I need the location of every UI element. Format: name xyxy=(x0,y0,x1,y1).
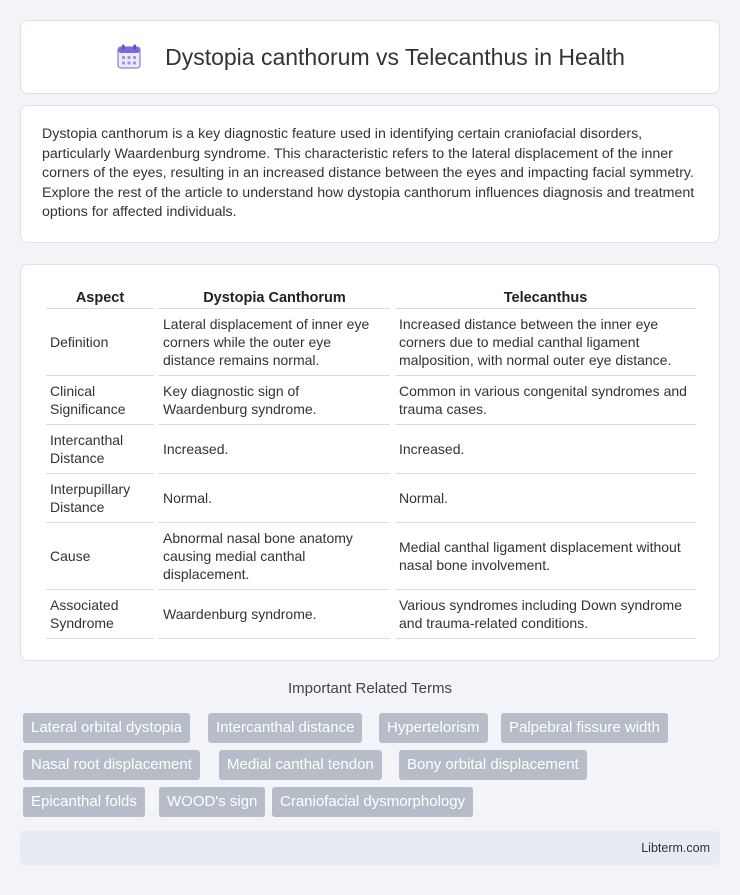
intro-paragraph: Dystopia canthorum is a key diagnostic feature used in identifying certain craniofacial disorders, particularly Waardenburg syndrome. This characteristic refers to the lateral displacement of the inner corners of the eyes, resulting in an increased distance between the eyes and impacting facial symmetry. Explore the rest of the article to understand how dystopia canthorum influences diagnosis and treatment options for affected individuals. xyxy=(42,126,695,220)
cell-dystopia: Key diagnostic sign of Waardenburg syndrome. xyxy=(159,376,390,425)
cell-aspect: Intercanthal Distance xyxy=(46,425,154,474)
tag-palpebral-fissure-width[interactable]: Palpebral fissure width xyxy=(501,713,668,743)
title-card xyxy=(20,20,720,94)
tag-medial-canthal-tendon[interactable]: Medial canthal tendon xyxy=(219,750,382,780)
table-row xyxy=(46,425,696,474)
footer-link[interactable]: Libterm.com xyxy=(641,841,710,855)
table-row xyxy=(46,309,696,376)
table-row xyxy=(46,590,696,639)
cell-telecanthus: Various syndromes including Down syndrome and trauma-related conditions. xyxy=(395,590,696,639)
cell-aspect: Associated Syndrome xyxy=(46,590,154,639)
table-row xyxy=(46,474,696,523)
tag-lateral-orbital-dystopia[interactable]: Lateral orbital dystopia xyxy=(23,713,190,743)
tag-woods-sign[interactable]: WOOD's sign xyxy=(159,787,265,817)
tag-intercanthal-distance[interactable]: Intercanthal distance xyxy=(208,713,362,743)
cell-telecanthus: Medial canthal ligament displacement without nasal bone involvement. xyxy=(395,523,696,590)
table-row xyxy=(46,376,696,425)
tag-hypertelorism[interactable]: Hypertelorism xyxy=(379,713,488,743)
table-header-row xyxy=(46,286,696,309)
intro-card xyxy=(20,105,720,243)
cell-dystopia: Lateral displacement of inner eye corners while the outer eye distance remains normal. xyxy=(159,309,390,376)
comparison-table xyxy=(41,286,701,639)
cell-aspect: Definition xyxy=(46,309,154,376)
tag-bony-orbital-displacement[interactable]: Bony orbital displacement xyxy=(399,750,587,780)
table-row xyxy=(46,523,696,590)
page-title: Dystopia canthorum vs Telecanthus in Health xyxy=(165,43,625,70)
cell-aspect: Clinical Significance xyxy=(46,376,154,425)
cell-dystopia: Abnormal nasal bone anatomy causing medial canthal displacement. xyxy=(159,523,390,590)
header-aspect: Aspect xyxy=(46,286,154,309)
cell-telecanthus: Increased distance between the inner eye corners due to medial canthal ligament malposition, with normal outer eye distance. xyxy=(395,309,696,376)
footer xyxy=(20,831,720,865)
comparison-card xyxy=(20,264,720,661)
calendar-icon xyxy=(115,43,143,71)
tag-nasal-root-displacement[interactable]: Nasal root displacement xyxy=(23,750,200,780)
tag-epicanthal-folds[interactable]: Epicanthal folds xyxy=(23,787,145,817)
cell-dystopia: Increased. xyxy=(159,425,390,474)
cell-telecanthus: Increased. xyxy=(395,425,696,474)
cell-telecanthus: Common in various congenital syndromes and trauma cases. xyxy=(395,376,696,425)
cell-telecanthus: Normal. xyxy=(395,474,696,523)
cell-aspect: Cause xyxy=(46,523,154,590)
tag-craniofacial-dysmorphology[interactable]: Craniofacial dysmorphology xyxy=(272,787,473,817)
cell-aspect: Interpupillary Distance xyxy=(46,474,154,523)
header-telecanthus: Telecanthus xyxy=(395,286,696,309)
cell-dystopia: Normal. xyxy=(159,474,390,523)
related-terms-title: Important Related Terms xyxy=(288,680,452,697)
header-dystopia: Dystopia Canthorum xyxy=(159,286,390,309)
cell-dystopia: Waardenburg syndrome. xyxy=(159,590,390,639)
